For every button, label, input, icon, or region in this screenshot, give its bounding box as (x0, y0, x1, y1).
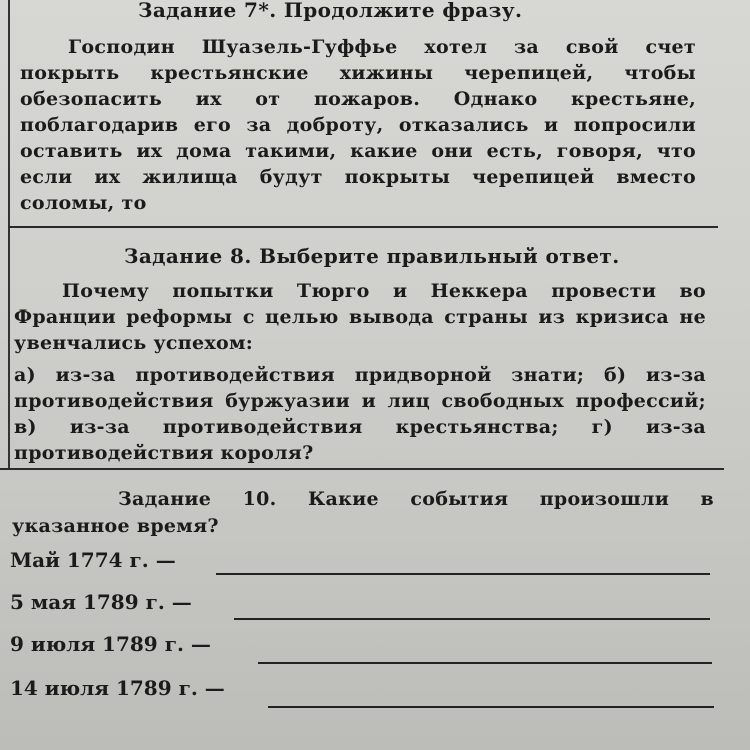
task8-options: а) из-за противодействия придворной знати; б) из-за противодействия буржуазии и лиц свободных профессий; в) из-за противодействия крестьянства; г) из-за противодействия короля? (14, 364, 706, 464)
task8-question-block (14, 278, 706, 356)
task10-row-date: Май 1774 г. — (10, 548, 176, 572)
task7-title: Задание 7*. Продолжите фразу. (138, 0, 523, 22)
answer-line[interactable] (216, 573, 710, 575)
section-divider (0, 468, 724, 470)
answer-line[interactable] (268, 706, 714, 708)
task7-text-block (20, 34, 696, 216)
task8-question: Почему попытки Тюрго и Неккера провести во Франции реформы с целью вывода страны из кризиса не увенчались успехом: (14, 280, 706, 354)
task10-title-block (12, 486, 714, 540)
section-divider (8, 226, 718, 228)
task7-text: Господин Шуазель-Гуффье хотел за свой счет покрыть крестьянские хижины черепицей, чтобы обезопасить их от пожаров. Однако крестьяне, поблагодарив его за доброту, отказались и попросили оставить их дома такими, какие они есть, говоря, что если их жилища будут покрыты черепицей вместо соломы, то (20, 36, 696, 214)
left-margin-rule (8, 0, 10, 470)
task10-row-date: 5 мая 1789 г. — (10, 590, 192, 614)
task8-options-block (14, 362, 706, 466)
answer-line[interactable] (258, 662, 712, 664)
task10-row-date: 14 июля 1789 г. — (10, 676, 225, 700)
task10-title: Задание 10. Какие события произошли в указанное время? (12, 488, 714, 537)
task8-title: Задание 8. Выберите правильный ответ. (124, 244, 620, 268)
task10-row-date: 9 июля 1789 г. — (10, 632, 211, 656)
answer-line[interactable] (234, 618, 710, 620)
